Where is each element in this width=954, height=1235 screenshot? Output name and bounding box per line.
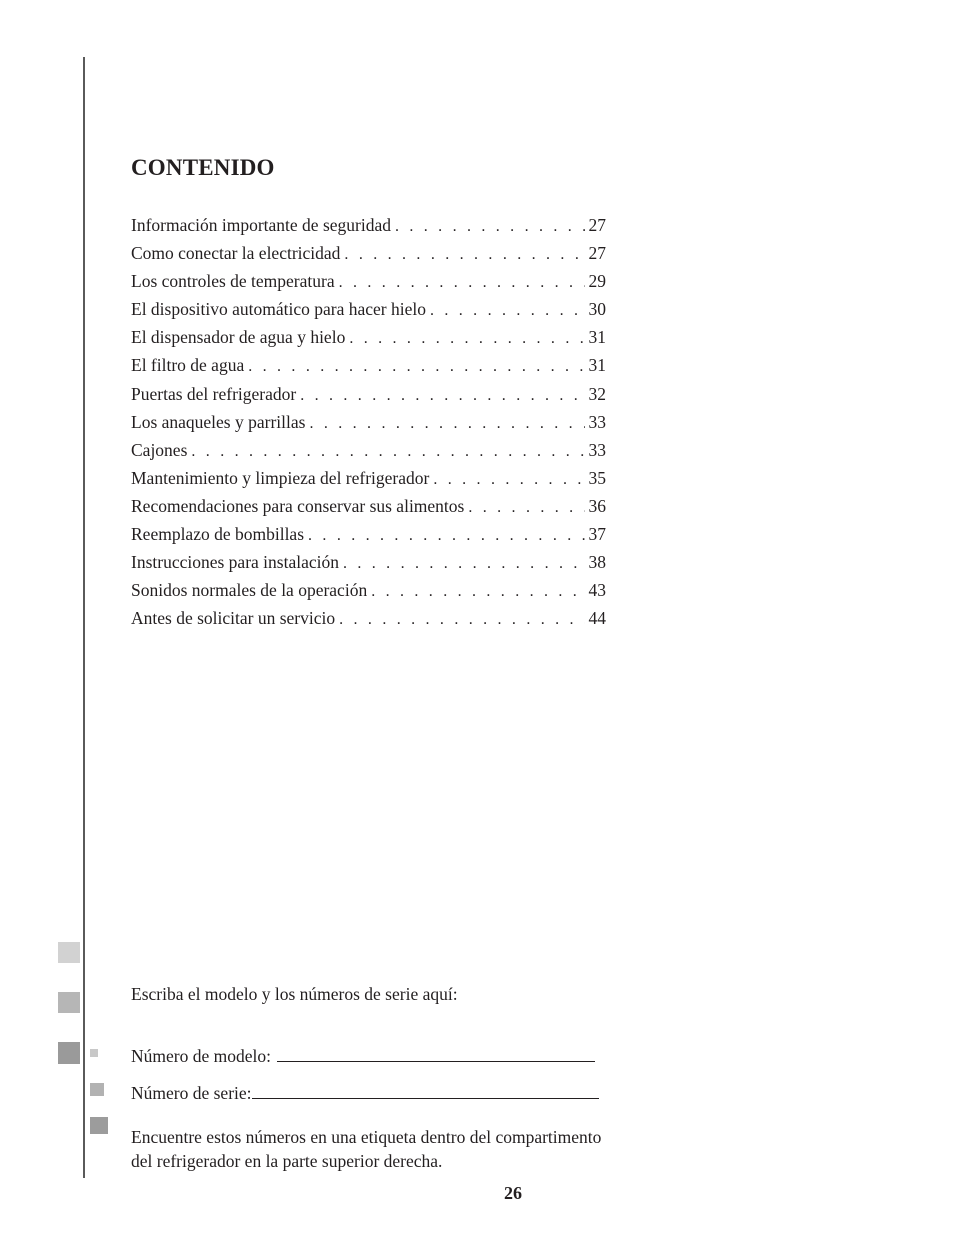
toc-entry xyxy=(131,436,606,464)
toc-entry xyxy=(131,239,606,267)
toc-entry xyxy=(131,408,606,436)
toc-leader-dots xyxy=(187,438,584,466)
toc-leader-dots xyxy=(335,269,585,297)
toc-leader-dots xyxy=(335,606,584,634)
toc-entry xyxy=(131,492,606,520)
decorative-square xyxy=(58,942,80,963)
toc-leader-dots xyxy=(304,522,584,550)
toc-entry-page: 44 xyxy=(588,608,606,629)
toc-entry-page: 27 xyxy=(588,215,606,235)
toc-entry-page: 31 xyxy=(588,355,606,376)
toc-entry-page: 30 xyxy=(588,299,606,320)
toc-entry-title: Los anaqueles y parrillas xyxy=(131,411,306,432)
toc-leader-dots xyxy=(340,241,584,269)
toc-entry-page: 43 xyxy=(588,580,606,601)
toc-entry xyxy=(131,604,606,632)
model-number-label: Número de modelo: xyxy=(131,1046,271,1066)
page-number: 26 xyxy=(504,1183,522,1203)
toc-entry xyxy=(131,211,606,239)
toc-leader-dots xyxy=(296,382,584,410)
toc-entry-title: Información importante de seguridad xyxy=(131,215,391,235)
toc-entry-title: Puertas del refrigerador xyxy=(131,383,297,404)
toc-entry-title: El dispositivo automático para hacer hielo xyxy=(131,299,426,320)
margin-rule xyxy=(83,57,85,1178)
toc-entry-page: 38 xyxy=(588,552,606,573)
toc-entry-page: 31 xyxy=(588,327,606,348)
toc-entry-page: 36 xyxy=(588,495,606,516)
toc-leader-dots xyxy=(464,494,584,522)
serial-number-label: Número de serie: xyxy=(131,1083,252,1103)
toc-entry xyxy=(131,295,606,323)
serial-number-blank xyxy=(252,1080,599,1099)
toc-entry xyxy=(131,520,606,548)
serial-number-field xyxy=(131,1080,599,1104)
toc-entry xyxy=(131,267,606,295)
decorative-square xyxy=(90,1117,108,1134)
toc-entry-title: Los controles de temperatura xyxy=(131,271,335,292)
toc-entry xyxy=(131,323,606,351)
decorative-square xyxy=(58,992,80,1013)
toc-leader-dots xyxy=(391,213,585,241)
toc-entry-title: El dispensador de agua y hielo xyxy=(131,327,346,348)
toc-leader-dots xyxy=(305,410,584,438)
toc-leader-dots xyxy=(244,353,584,381)
toc-entry-title: Mantenimiento y limpieza del refrigerador xyxy=(131,467,430,488)
toc-leader-dots xyxy=(367,578,584,606)
toc-entry-title: Instrucciones para instalación xyxy=(131,552,339,573)
contents-heading: CONTENIDO xyxy=(131,155,275,180)
toc-entry xyxy=(131,380,606,408)
toc-entry-title: Sonidos normales de la operación xyxy=(131,580,368,601)
toc-leader-dots xyxy=(339,550,585,578)
serial-instructions: Escriba el modelo y los números de serie aquí: xyxy=(131,984,458,1004)
toc-entry-title: Antes de solicitar un servicio xyxy=(131,608,336,629)
decorative-square xyxy=(90,1049,98,1057)
toc-entry-page: 33 xyxy=(588,439,606,460)
toc-leader-dots xyxy=(345,325,584,353)
toc-entry-title: Como conectar la electricidad xyxy=(131,243,341,264)
toc-entry-page: 35 xyxy=(588,467,606,488)
toc-entry-page: 33 xyxy=(588,411,606,432)
decorative-square xyxy=(90,1083,104,1096)
model-number-field xyxy=(131,1043,595,1067)
model-number-blank xyxy=(277,1043,595,1062)
table-of-contents xyxy=(131,211,606,632)
toc-leader-dots xyxy=(429,466,584,494)
toc-entry-page: 32 xyxy=(588,383,606,404)
serial-location-note: Encuentre estos números en una etiqueta dentro del compartimento del refrigerador en la parte superior derecha. xyxy=(131,1127,602,1171)
toc-entry-page: 37 xyxy=(588,524,606,545)
toc-entry-title: Recomendaciones para conservar sus alimentos xyxy=(131,495,465,516)
toc-entry xyxy=(131,464,606,492)
toc-entry-page: 27 xyxy=(588,243,606,264)
toc-entry xyxy=(131,351,606,379)
toc-entry-title: Reemplazo de bombillas xyxy=(131,524,305,545)
toc-entry xyxy=(131,548,606,576)
toc-entry-title: Cajones xyxy=(131,439,188,460)
toc-entry xyxy=(131,576,606,604)
toc-leader-dots xyxy=(426,297,585,325)
decorative-square xyxy=(58,1042,80,1064)
toc-entry-title: El filtro de agua xyxy=(131,355,245,376)
toc-entry-page: 29 xyxy=(588,271,606,292)
